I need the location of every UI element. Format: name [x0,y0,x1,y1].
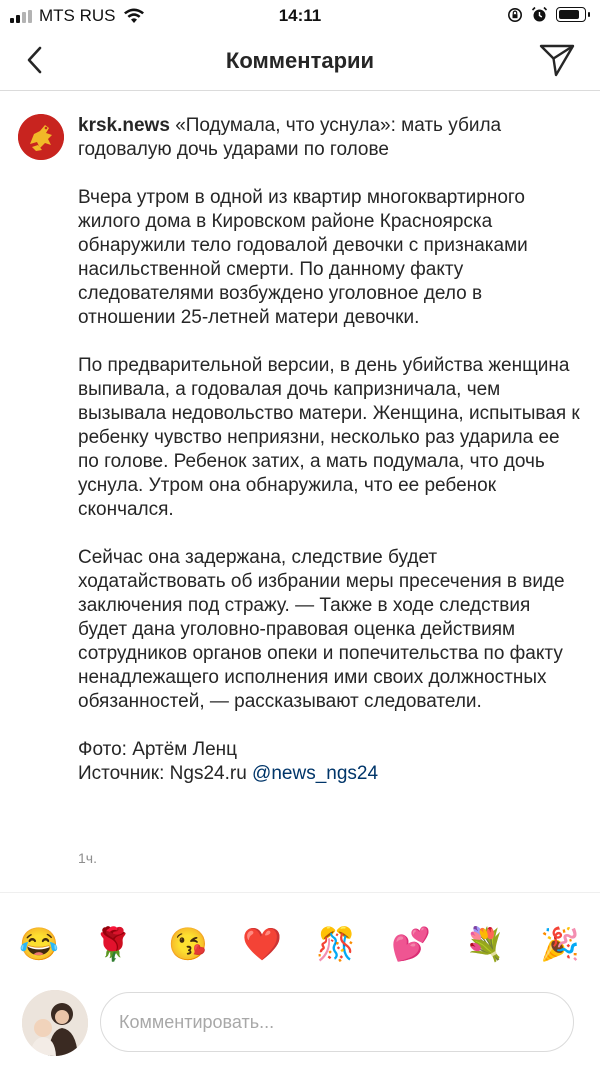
status-bar [0,0,600,32]
face-with-tears-of-joy-emoji-icon[interactable]: 😂 [19,926,59,962]
battery-icon [556,7,586,22]
caption-text [78,114,583,786]
face-blowing-kiss-emoji-icon[interactable]: 😘 [168,926,208,962]
krsk-logo-icon [18,114,64,160]
red-heart-emoji-icon[interactable]: ❤️ [242,926,282,962]
clock: 14:11 [278,6,322,25]
photo-credit: Фото: Артём Ленц [78,739,238,760]
username-link[interactable]: krsk.news [78,115,170,136]
current-user-avatar [22,990,88,1056]
user-photo-icon [22,990,88,1056]
two-hearts-emoji-icon[interactable]: 💕 [391,926,431,962]
divider [0,892,600,893]
krsk-news-avatar[interactable] [18,114,64,160]
source-mention-link[interactable]: @news_ngs24 [252,763,379,784]
confetti-ball-emoji-icon[interactable]: 🎊 [316,926,356,962]
comment-input[interactable] [100,992,574,1052]
paper-plane-icon[interactable] [538,41,576,79]
post-paragraph: Сейчас она задержана, следствие будет ходатайствовать об избрании меры пресечения в виде заключения под стражу. — Также в ходе следствия будет дана уголовно-правовая оценка действиям сотрудников органов опеки и попечительства по факту ненадлежащего исполнения ими своих должностных обязанностей, — рассказывают следователи. [78,547,565,712]
alarm-icon [531,6,548,23]
party-popper-emoji-icon[interactable]: 🎉 [540,926,580,962]
page-title: Комментарии [225,48,375,73]
orientation-lock-icon [507,7,523,23]
source-label: Источник: Ngs24.ru [78,763,247,784]
rose-emoji-icon[interactable]: 🌹 [93,926,133,962]
post-headline: «Подумала, что уснула»: мать убила годовалую дочь ударами по голове [78,115,502,160]
nav-bar [0,32,600,91]
carrier-name: MTS RUS [39,6,116,25]
comment-bar [0,990,600,1066]
post-timestamp: 1ч. [78,850,97,866]
bouquet-emoji-icon[interactable]: 💐 [465,926,505,962]
post-paragraph: По предварительной версии, в день убийства женщина выпивала, а годовалая дочь капризничала, чем вызывала недовольство матери. Женщина, испытывая к ребенку чувство неприязни, несколько раз ударила ее по голове. Ребенок затих, а мать подумала, что дочь уснула. Утром она обнаружила, что ее ребенок скончался. [78,355,580,520]
post-paragraph: Вчера утром в одной из квартир многоквартирного жилого дома в Кировском районе Красноярска обнаружили тело годовалой девочки с признаками насильственной смерти. По данному факту следователями возбуждено уголовное дело в отношении 25-летней матери девочки. [78,187,528,328]
emoji-quick-bar [0,920,600,976]
